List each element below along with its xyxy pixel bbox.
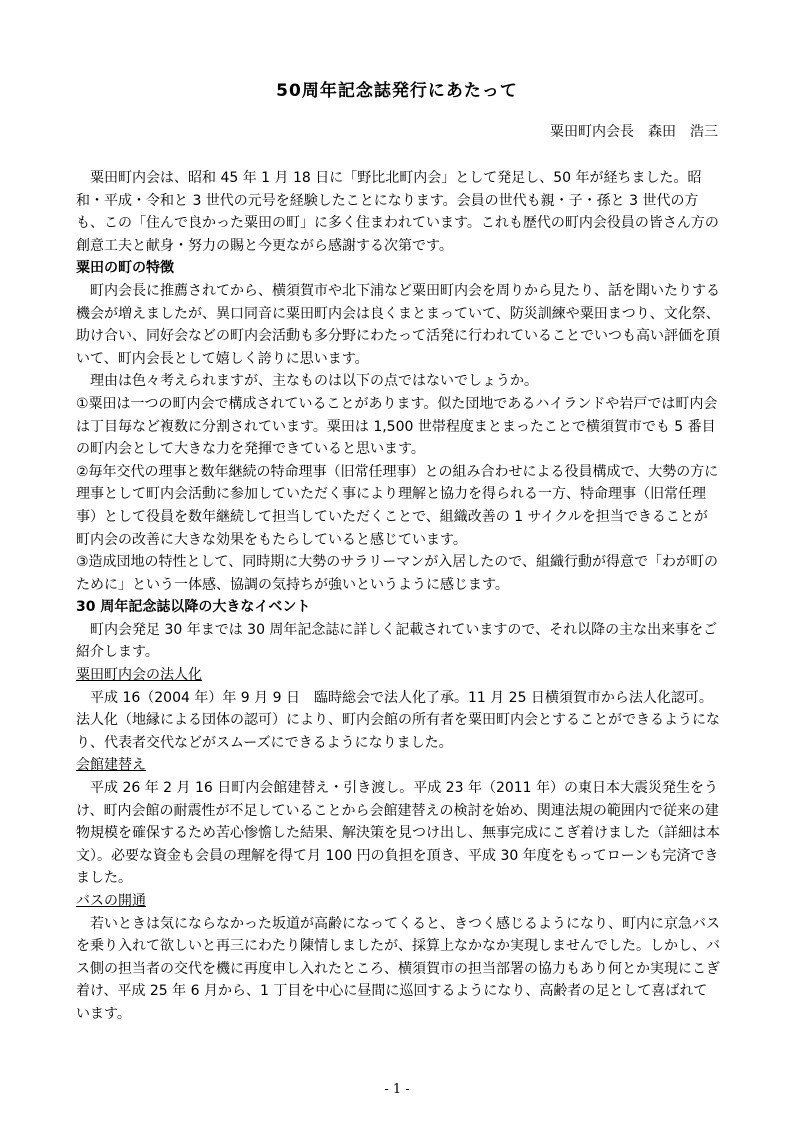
document-body <box>76 167 721 1026</box>
bus-paragraph: 若いときは気にならなかった坂道が高齢になってくると、きつく感じるようになり、町内に京急バスを乗り入れて欲しいと再三にわたり陳情しましたが、採算上なかなか実現しませんでした。しかし、バス側の担当者の交代を機に再度申し入れたところ、横須賀市の担当部署の協力もあり何とか実現にこぎ着け、平成 25 年 6 月から、1 丁目を中心に昼間に巡回するようになり、高齢者の足として喜ばれています。 <box>76 915 720 1022</box>
subheading-bus-row <box>76 890 721 913</box>
features-item-2: ②毎年交代の理事と数年継続の特命理事（旧常任理事）との組み合わせによる役員構成で、大勢の方に理事として町内会活動に参加していただく事により理解と協力を得られる一方、特命理事（旧常任理事）として役員を数年継続して担当していただくことで、組織改善の 1 サイクルを担当できることが町内会の改善に大きな効果をもたらしていると感じています。 <box>76 463 719 548</box>
rebuild-paragraph: 平成 26 年 2 月 16 日町内会館建替え・引き渡し。平成 23 年（2011 年）の東日本大震災発生をうけ、町内会館の耐震性が不足していることから会館建替えの検討を始め、関連法規の範囲内で従来の建物規模を確保するため苦心惨憺した結果、解決策を見つけ出し、無事完成にこぎ着けました（詳細は本文）。必要な資金も会員の理解を得て月 100 円の負担を頂き、平成 30 年度をもってローンも完済できました。 <box>76 780 720 887</box>
section-heading-features: 粟田の町の特徴 <box>76 260 174 277</box>
subheading-bus: バスの開通 <box>76 893 146 909</box>
features-item-1: ①粟田は一つの町内会で構成されていることがあります。似た団地であるハイランドや岩戸では町内会は丁目毎など複数に分割されています。粟田は 1,500 世帯程度まとまったことで横須賀市でも 5 番目の町内会として大きな力を発揮できていると思います。 <box>76 395 718 458</box>
events-intro-paragraph: 町内会発足 30 年までは 30 周年記念誌に詳しく記載されていますので、それ以降の主な出来事をご紹介します。 <box>76 621 718 661</box>
features-item-3: ③造成団地の特性として、同時期に大勢のサラリーマンが入居したので、組織行動が得意で「わが町のために」という一体感、協調の気持ちが強いというように感じます。 <box>76 554 718 593</box>
features-paragraph-1: 町内会長に推薦されてから、横須賀市や北下浦など粟田町内会を周りから見たり、話を聞いたりする機会が増えましたが、異口同音に粟田町内会は良くまとまっていて、防災訓練や粟田まつり、文化祭、助け合い、同好会などの町内会活動も多分野にわたって活発に行われていることでいつも高い評価を頂いて、町内会長として嬉しく誇りに思います。 <box>76 282 720 367</box>
subheading-incorporation-row <box>76 664 721 687</box>
page-number: - 1 - <box>384 1082 410 1097</box>
intro-paragraph: 粟田町内会は、昭和 45 年 1 月 18 日に「野比北町内会」として発足し、50 年が経ちました。昭和・平成・令和と 3 世代の元号を経験したことになります。会員の世代も親・子・孫と 3 世代の方も、この「住んで良かった粟田の町」に多く住まわれています。これも歴代の町内会役員の皆さん方の創意工夫と献身・努力の賜と今更ながら感謝する次第です。 <box>76 170 719 254</box>
subheading-rebuild: 会館建替え <box>76 757 146 774</box>
section-heading-events: 30 周年記念誌以降の大きなイベント <box>76 599 311 616</box>
incorporation-paragraph: 平成 16（2004 年）年 9 月 9 日 臨時総会で法人化了承。11 月 25 日横須賀市から法人化認可。法人化（地縁による団体の認可）により、町内会館の所有者を粟田町内会とすることができるようになり、代表者交代などがスムーズにできるようになりました。 <box>76 689 720 751</box>
page-title: 50周年記念誌発行にあたって <box>276 81 518 101</box>
subheading-rebuild-row <box>76 754 721 777</box>
subheading-incorporation: 粟田町内会の法人化 <box>76 667 202 684</box>
author-line: 粟田町内会長 森田 浩三 <box>550 124 718 140</box>
features-paragraph-2: 理由は色々考えられますが、主なものは以下の点ではないでしょうか。 <box>90 373 538 390</box>
